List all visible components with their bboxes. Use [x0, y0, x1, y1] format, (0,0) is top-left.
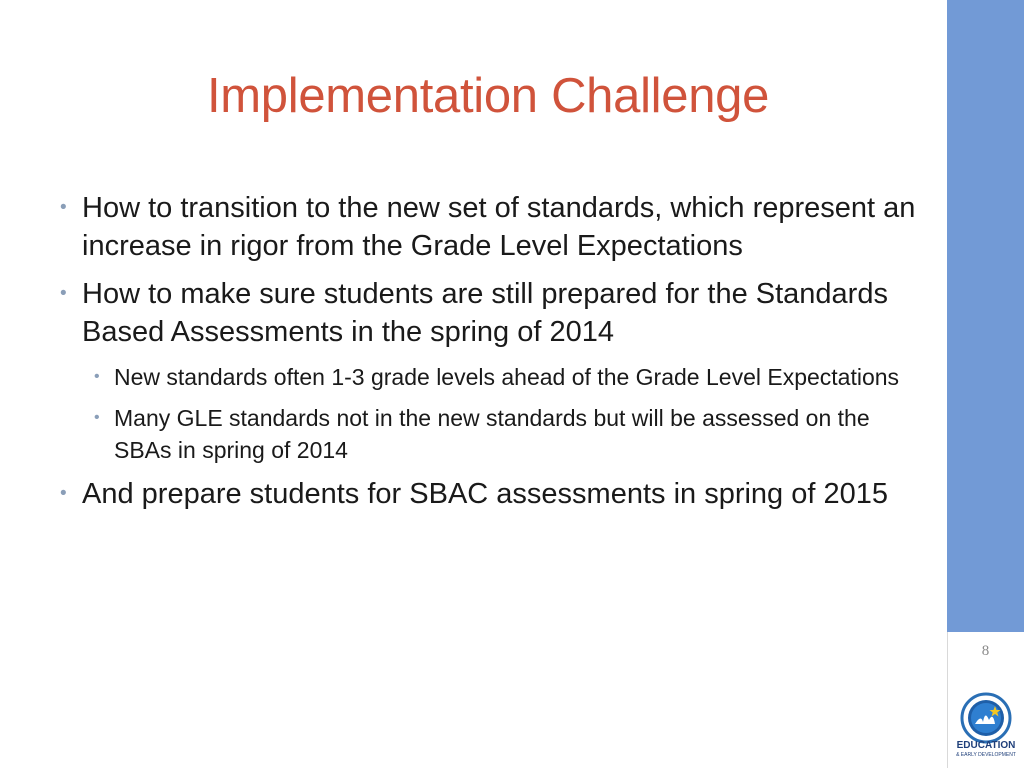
bullet-dot-icon: •	[60, 483, 67, 504]
logo-text-line2: & EARLY DEVELOPMENT	[956, 752, 1016, 758]
bullet-dot-icon: •	[94, 368, 100, 385]
sub-bullet-text: New standards often 1-3 grade levels ahead of the Grade Level Expectations	[114, 364, 900, 390]
slide-title: Implementation Challenge	[206, 69, 770, 123]
bullet-dot-icon: •	[60, 197, 67, 218]
bullet-dot-icon: •	[94, 409, 100, 426]
sub-bullet-item	[58, 361, 918, 393]
education-department-seal-icon	[953, 692, 1019, 760]
sub-bullet-item	[58, 402, 918, 466]
bullet-list	[58, 189, 918, 523]
bullet-text: And prepare students for SBAC assessments in spring of 2015	[82, 478, 888, 510]
sub-bullet-text: Many GLE standards not in the new standards but will be assessed on the SBAs in spring of 2014	[114, 405, 870, 463]
bullet-text: How to make sure students are still prepared for the Standards Based Assessments in the spring of 2014	[82, 278, 888, 348]
logo-text-line1: EDUCATION	[956, 740, 1016, 751]
slide-number: 8	[981, 643, 990, 659]
bullet-item	[58, 189, 918, 265]
bullet-item	[58, 475, 918, 513]
bullet-text: How to transition to the new set of standards, which represent an increase in rigor from the Grade Level Expectations	[82, 192, 916, 262]
bullet-item	[58, 275, 918, 351]
bullet-dot-icon: •	[60, 283, 67, 304]
